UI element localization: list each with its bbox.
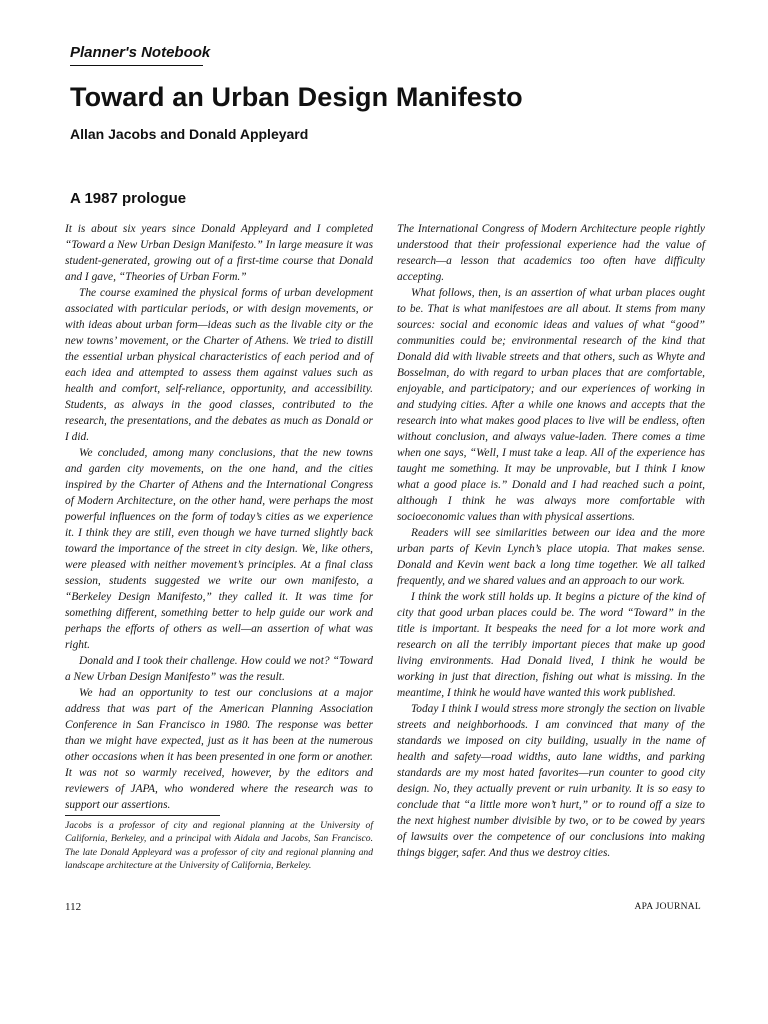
section-heading: Planner's Notebook xyxy=(70,44,211,61)
body-paragraph: Donald and I took their challenge. How could we not? “Toward a New Urban Design Manifesto” was the result. xyxy=(65,655,373,683)
right-text-column xyxy=(397,221,705,861)
journal-name: APA JOURNAL xyxy=(634,902,701,912)
body-paragraph: We had an opportunity to test our conclusions at a major address that was part of the American Planning Association Conference in San Francisco in 1980. The response was better than we might have expected, just as it has been at the numerous other occasions when it has been presented in one form or another. It was not so warmly received, however, by the editors and reviewers of JAPA, who wondered where the research was to support our assertions. xyxy=(65,687,373,811)
body-paragraph: I think the work still holds up. It begins a picture of the kind of city that good urban places could be. The word “Toward” in the title is important. It bespeaks the need for a lot more work and research on all the terribly important pieces that make up good living environments. Had Donald lived, I think he would be working in just that direction, fishing out what is missing. In the meantime, I think he would have wanted this work published. xyxy=(397,591,705,699)
body-paragraph: What follows, then, is an assertion of what urban places ought to be. That is what manifestoes are all about. It stems from many sources: social and economic ideas and values of what “good” communities could be; environmental research of the kind that Donald did with livable streets and that others, such as Whyte and Bosselman, do with regard to urban places that are comfortable, enjoyable, and participatory; and our experiences of working in and studying cities. After a while one knows and accepts that the research into what makes good places to live will be endless, often without conclusion, and always value-laden. There comes a time when one says, “Well, I must take a leap. All of the experience has taught me something. It may be unprovable, but I think I know what a good place is.” Donald and I had reached such a point, although I think he was always more comfortable with socioeconomic values than with physical assertions. xyxy=(397,287,705,523)
body-paragraph: The course examined the physical forms of urban development associated with particular periods, or with design movements, or with ideas about urban form—ideas such as the livable city or the new towns’ movement, or the Charter of Athens. We tried to distill the essential urban physical characteristics of each period and of each idea and attempted to assess them against values such as health and comfort, self-reliance, opportunity, and accessibility. Students, as always in the good classes, contributed to the research, the presentations, and the debates as much as Donald or I did. xyxy=(65,287,373,443)
footnote-rule xyxy=(65,815,220,816)
body-paragraph: The International Congress of Modern Architecture people rightly understood that their professional experience had the value of research—a lesson that academics too often have difficulty accepting. xyxy=(397,223,705,283)
article-authors: Allan Jacobs and Donald Appleyard xyxy=(70,126,309,142)
body-paragraph: We concluded, among many conclusions, that the new towns and garden city movements, on the one hand, and the cities inspired by the Charter of Athens and the International Congress of Modern Architecture, on the other hand, were perhaps the most powerful influences on the form of today’s cities as we experience it. I think they are still, even though we have turned slightly back toward the importance of the street in city design. We, like others, were pleased with neither movement’s principles. At a final class session, students suggested we write our own manifesto, a “Berkeley Design Manifesto,” they called it. It was time for something different, something better to help guide our work and perhaps the efforts of others as well—an assertion of what was right. xyxy=(65,447,373,651)
body-paragraph: Readers will see similarities between our idea and the more urban parts of Kevin Lynch’s place utopia. That makes sense. Donald and Kevin went back a long time together. We all talked frequently, and we shared values and an approach to our work. xyxy=(397,527,705,587)
prologue-heading: A 1987 prologue xyxy=(70,190,187,207)
left-text-column xyxy=(65,221,373,813)
page-number: 112 xyxy=(65,901,82,913)
author-footnote: Jacobs is a professor of city and regional planning at the University of California, Berkeley, and a principal with Aidala and Jacobs, San Francisco. The late Donald Appleyard was a professor of city and regional planning and landscape architecture at the University of California, Berkeley. xyxy=(65,820,373,872)
section-heading-rule xyxy=(70,65,203,66)
body-paragraph: Today I think I would stress more strongly the section on livable streets and neighborhoods. I am convinced that many of the standards we imposed on city building, usually in the name of health and safety—road widths, auto lane widths, and parking standards are my most hated favorites—run counter to good city design. No, they actually prevent or ruin urbanity. It is so easy to conclude that “a little more won’t hurt,” or to round off a size to the next highest number divisible by two, or to be cowed by years of lawsuits over the competence of our conclusions into making things bigger, safer. And thus we destroy cities. xyxy=(397,703,705,859)
body-paragraph: It is about six years since Donald Appleyard and I completed “Toward a New Urban Design Manifesto.” In large measure it was student-generated, growing out of a first-time course that Donald and I gave, “Theories of Urban Form.” xyxy=(65,223,373,283)
article-title: Toward an Urban Design Manifesto xyxy=(70,82,523,112)
